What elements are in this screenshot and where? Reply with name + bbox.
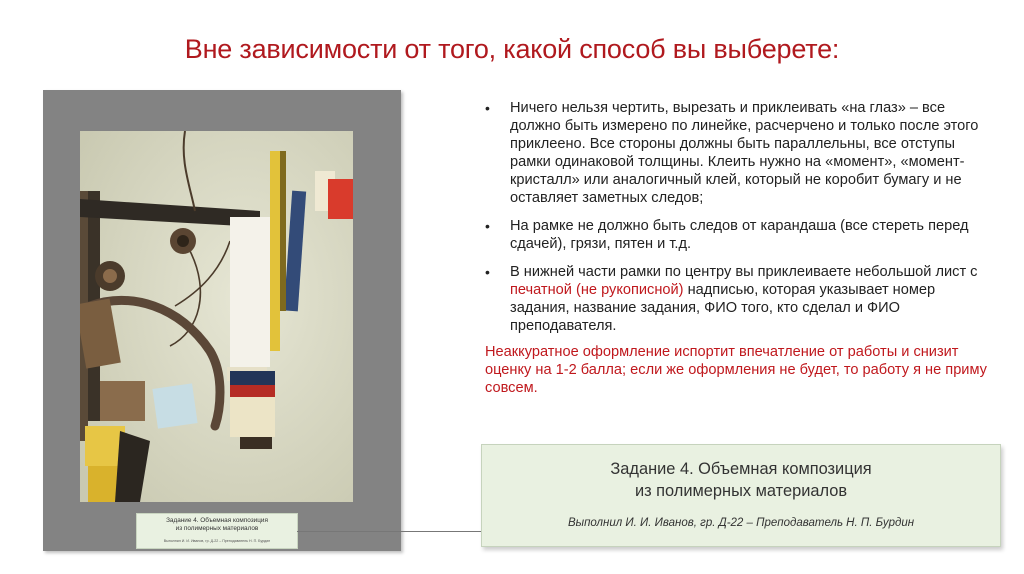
mini-label-card [136, 513, 298, 549]
text-content [485, 99, 990, 397]
bullet-text-before: В нижней части рамки по центру вы приклеиваете небольшой лист с [510, 264, 978, 280]
bullet-marker: • [485, 264, 490, 280]
bullet-list [485, 99, 990, 335]
label-card-line1: Задание 4. Объемная композиция [610, 460, 872, 478]
bullet-highlight: печатной (не рукописной) [510, 282, 684, 298]
slide-title: Вне зависимости от того, какой способ вы выберете: [184, 34, 840, 64]
bullet-marker: • [485, 100, 490, 116]
bullet-item [485, 263, 990, 335]
mini-label-line1: Задание 4. Объемная композиция [166, 517, 268, 524]
bullet-text-after: надписью, которая указывает номер задания, название задания, ФИО того, кто сделал и ФИО преподавателя. [510, 282, 936, 334]
bullet-marker: • [485, 218, 490, 234]
artwork-illustration [80, 131, 353, 502]
label-card [481, 444, 1001, 547]
mini-label-signature: Выполнил И. И. Иванов, гр. Д-22 – Преподаватель Н. П. Бурдин [163, 539, 271, 543]
warning-text: Неаккуратное оформление испортит впечатление от работы и снизит оценку на 1-2 балла; если же оформления не будет, то работу я не приму совсем. [485, 344, 987, 396]
label-card-signature: Выполнил И. И. Иванов, гр. Д-22 – Преподаватель Н. П. Бурдин [567, 517, 915, 529]
label-card-line2: из полимерных материалов [634, 482, 848, 500]
bullet-text: Ничего нельзя чертить, вырезать и приклеивать «на глаз» – все должно быть измерено по линейке, расчерчено и только после этого приклеено. Все стороны должны быть параллельны, все отступы рамки одинаковой толщины. Клеить нужно на «момент», «момент-кристалл» или аналогичный клей, который не коробит бумагу и не оставляет заметных следов; [510, 100, 979, 206]
connector-line [297, 531, 485, 532]
bullet-item [485, 99, 990, 207]
mini-label-line2: из полимерных материалов [175, 525, 259, 532]
artwork-image [80, 131, 353, 502]
bullet-item [485, 217, 990, 253]
bullet-text: На рамке не должно быть следов от карандаша (все стереть перед сдачей), грязи, пятен и т.д. [510, 218, 969, 252]
